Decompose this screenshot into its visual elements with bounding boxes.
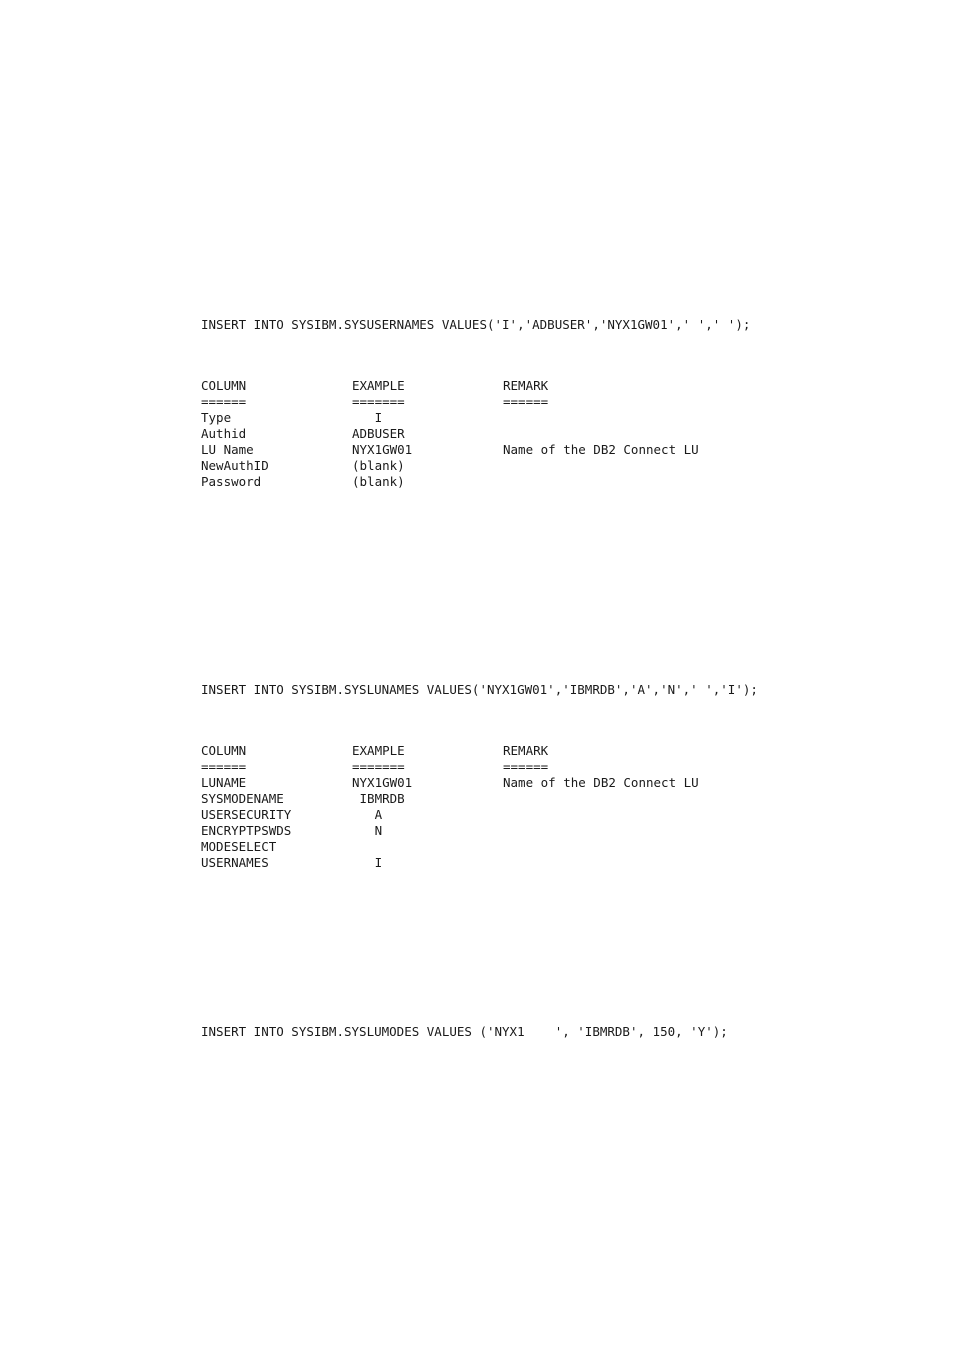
cell-example: I — [352, 855, 383, 870]
sql-statement-syslumodes: INSERT INTO SYSIBM.SYSLUMODES VALUES ('NYX1 ', 'IBMRDB', 150, 'Y'); — [201, 1024, 728, 1039]
columns-table-sysusernames — [201, 378, 699, 490]
cell-example: (blank) — [352, 474, 405, 489]
cell-column: ENCRYPTPSWDS — [201, 823, 292, 838]
cell-column: MODESELECT — [201, 839, 277, 854]
cell-remark: Name of the DB2 Connect LU — [503, 775, 699, 790]
table-row — [201, 775, 699, 791]
table-underline-row — [201, 759, 549, 775]
cell-example: I — [352, 410, 383, 425]
cell-example: NYX1GW01 — [352, 442, 413, 457]
header-column: COLUMN — [201, 743, 247, 758]
underline-remark: ====== — [503, 394, 549, 409]
underline-column: ====== — [201, 759, 247, 774]
header-example: EXAMPLE — [352, 378, 405, 393]
cell-column: USERNAMES — [201, 855, 269, 870]
table-row — [201, 791, 405, 807]
cell-example: N — [352, 823, 383, 838]
cell-example: A — [352, 807, 383, 822]
columns-table-syslunames — [201, 743, 699, 871]
underline-example: ======= — [352, 759, 405, 774]
table-row — [201, 474, 405, 490]
cell-column: USERSECURITY — [201, 807, 292, 822]
underline-example: ======= — [352, 394, 405, 409]
header-example: EXAMPLE — [352, 743, 405, 758]
underline-remark: ====== — [503, 759, 549, 774]
table-row — [201, 410, 383, 426]
sql-statement-syslunames: INSERT INTO SYSIBM.SYSLUNAMES VALUES('NYX1GW01','IBMRDB','A','N',' ','I'); — [201, 682, 758, 697]
table-row — [201, 823, 383, 839]
table-row — [201, 426, 405, 442]
cell-remark: Name of the DB2 Connect LU — [503, 442, 699, 457]
cell-example: NYX1GW01 — [352, 775, 413, 790]
header-remark: REMARK — [503, 378, 549, 393]
cell-column: NewAuthID — [201, 458, 269, 473]
underline-column: ====== — [201, 394, 247, 409]
table-header-row — [201, 743, 549, 759]
cell-column: Password — [201, 474, 262, 489]
cell-example: IBMRDB — [352, 791, 405, 806]
cell-example: (blank) — [352, 458, 405, 473]
table-row — [201, 855, 383, 871]
cell-column: Authid — [201, 426, 247, 441]
table-underline-row — [201, 394, 549, 410]
table-row — [201, 807, 383, 823]
header-column: COLUMN — [201, 378, 247, 393]
sql-statement-sysusernames: INSERT INTO SYSIBM.SYSUSERNAMES VALUES('I','ADBUSER','NYX1GW01',' ',' '); — [201, 317, 751, 332]
cell-column: Type — [201, 410, 232, 425]
cell-column: LUNAME — [201, 775, 247, 790]
table-row — [201, 839, 277, 855]
cell-column: LU Name — [201, 442, 254, 457]
table-row — [201, 458, 405, 474]
cell-column: SYSMODENAME — [201, 791, 284, 806]
table-row — [201, 442, 699, 458]
header-remark: REMARK — [503, 743, 549, 758]
cell-example: ADBUSER — [352, 426, 405, 441]
table-header-row — [201, 378, 549, 394]
